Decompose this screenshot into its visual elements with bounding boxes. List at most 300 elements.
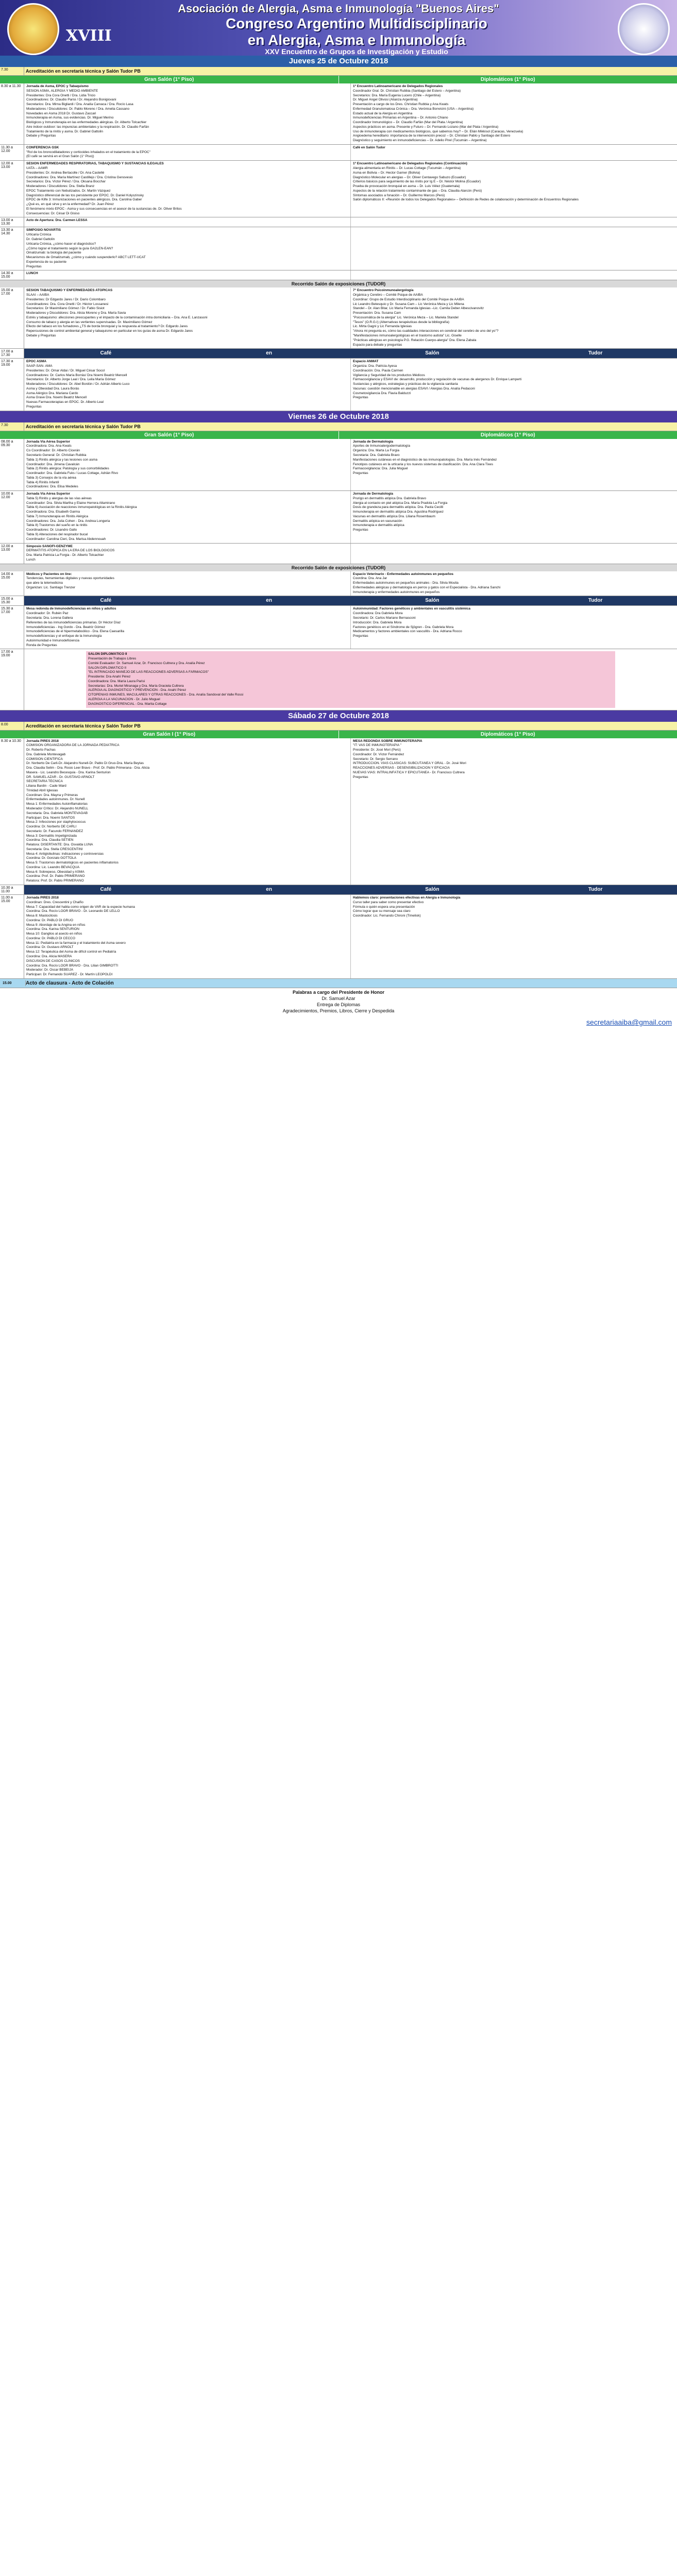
session-row: [0, 227, 677, 270]
gran-salon-line: Preguntas: [26, 404, 42, 409]
time-cell: 11.00 a 15.00: [0, 895, 24, 978]
diplomaticos-line: Salón diplomáticos II: «Reunión de todos los Delegados Regionales» – Definición de Redes de colaboración y determinación de Encuentros Regionales: [353, 198, 579, 202]
gran-salon-line: Lunch: [26, 557, 36, 562]
diplomaticos-line: Alergia al contacto en piel atópica Dra. María Pradola La Forgia: [353, 501, 448, 505]
gran-salon-column: [24, 738, 351, 885]
gran-salon-line: Efecto del tabaco en los fumadores ¿TS de borda bronquial y la respuesta al tratamiento? Dr. Edgardo Jares: [26, 325, 188, 329]
gran-salon-line: Coordinadores: Dra. María Martínez Castillejo / Dra. Cristina Genovesio: [26, 175, 133, 179]
time-cell: 08.00 a 09.30: [0, 439, 24, 490]
day-band: Sábado 27 de Octubre 2018: [0, 710, 677, 722]
diplomaticos-line: "Tesos" (O.R.G.I) (Alternativas terapéuticas desde la bibliografía): [353, 320, 450, 324]
gran-salon-line: Enfermedades autoinmunes. Dr. Nunell: [26, 798, 85, 802]
day-band: Jueves 25 de Octubre 2018: [0, 56, 677, 67]
gran-salon-line: Coordinadores: Dra. Cora Onetti / Dr. Héctor Lossanesi: [26, 302, 109, 306]
room-headers: [0, 76, 677, 83]
gran-salon-column: [24, 227, 351, 270]
room-header-right: Diplomáticos (1° Piso): [339, 731, 677, 738]
gran-salon-line: Tratamiento de la rinitis y asma. Dr. Gabriel Gattolin: [26, 129, 103, 133]
gran-salon-line: Tabla 8) Trastornos del sueño en la rinitis: [26, 523, 88, 528]
gran-salon-column: [24, 287, 351, 348]
diplomaticos-column: [351, 439, 677, 490]
contact-email[interactable]: secretariaaiba@gmail.com: [586, 1018, 672, 1027]
diplomaticos-line: Secretarios: Dra. María Eugenia Lucero (Chile – Argentina): [353, 93, 441, 97]
diplomaticos-line: Enfermedades alérgicas y dermatología en perros y gatos con el Especialista - Dra. Adriana Sanchi: [353, 585, 501, 589]
session-columns: [24, 544, 677, 564]
gran-salon-line: Secretaria: Dra. Lorena Gallera: [26, 616, 73, 620]
cafe-row: [0, 885, 677, 895]
gran-salon-line: Secretarios: Dr. Alberto Jorge Leal / Dra. Leila María Gómez: [26, 378, 116, 382]
time-cell: 17.00 a 19.00: [0, 649, 24, 709]
gran-salon-line: DISCUSIÓN DE CASOS CLÍNICOS: [26, 959, 80, 963]
gran-salon-line: Coordina: Dra. Rocío LOOR BRAVO - Dra. Lilian GIMBROTTI: [26, 963, 119, 968]
aaiba-logo: [7, 3, 59, 55]
diplomatico-line: ALERGIA AL DIAGNÓSTICO Y PREVENCIÓN - Dra. Anahí Pérez: [88, 688, 187, 692]
gran-salon-line: Diagnóstico diferencial de las tos persistente por EPOC. Dr. Daniel Kolyszinsky: [26, 193, 144, 197]
cafe-band: [24, 596, 677, 605]
time-cell: 14.30 a 15.00: [0, 270, 24, 280]
gran-salon-line: Dra. Marta Patricia La Forgia - Dr. Alberto Tolcachier: [26, 553, 104, 557]
diplomatico-line: SALÓN DIPLOMÁTICO II: [88, 666, 127, 670]
gran-salon-line: Simposio SANOFI-GENZYME: [26, 544, 73, 548]
diplomaticos-column: [351, 491, 677, 543]
diplomaticos-line: Standel – Dr. Alan Bitar, Lic María Fernanda Iglesias –Lic. Camila Deber Albescivanovitz: [353, 307, 484, 311]
gran-salon-line: Urticaria Crónica: [26, 233, 52, 237]
diplomaticos-column: [351, 161, 677, 217]
gran-salon-line: Presidentes: Dra Cora Onetti / Dra. Lidia Tricio: [26, 93, 96, 97]
cafe-band: [24, 349, 677, 358]
day-band: Viernes 26 de Octubre 2018: [0, 411, 677, 422]
gran-salon-line: Asma Grave Dra. Noemi Beatriz Mencell: [26, 396, 87, 400]
gran-salon-line: Autoinmunidad e Inmunodeficiencia: [26, 638, 79, 642]
gran-salon-line: Coordinadora: Dra. Elsabeth Garma: [26, 510, 80, 514]
diplomaticos-line: Farmacovigilancia: Dra. Julia Moguel: [353, 467, 408, 471]
time-cell: 12.00 a 13.00: [0, 544, 24, 564]
cafe-row: [0, 349, 677, 359]
gran-salon-line: Nuevas Farmacoterapias en EPOC. Dr. Alberto Leal: [26, 400, 104, 404]
diplomaticos-line: Coordinadora: Dra Gabriela Mora: [353, 612, 403, 616]
diplomaticos-line: Vigilancia y Seguridad de los productos Médicos: [353, 373, 425, 377]
session-columns: [24, 359, 677, 410]
diplomaticos-line: Dermatitis atópica en vacunación: [353, 519, 402, 523]
exhibition-band: Recorrido Salón de exposiciones (TUDOR): [0, 280, 677, 287]
gran-salon-line: LUNCH: [26, 272, 38, 276]
gran-salon-line: Asma Alérgico Dra. Mariana Cardo: [26, 391, 78, 395]
gran-salon-line: Coordinan: Dres. Crescentini y Chalño: [26, 900, 83, 904]
gran-salon-line: Coordina: Dr. Gonzalo GOTTOLA: [26, 856, 77, 860]
room-header-left: Gran Salón I (1° Piso): [0, 731, 339, 738]
accreditation-row: [0, 422, 677, 431]
gran-salon-column: [24, 606, 351, 649]
diplomaticos-line: Cómo lograr que su mensaje sea claro: [353, 909, 411, 913]
diplomaticos-line: Fármacovigilancia y ESAVI de: desarrollo, producción y regulación de vacunas de alergenos Dr. Enrique Lamperti: [353, 378, 522, 382]
gran-salon-line: Debate y Preguntas: [26, 134, 56, 138]
gran-salon-line: Dra. Claudia Selim - Dra. Rosio Leer Bravo - Prof. Dr. Pablo Primerana - Dra. Alicia: [26, 766, 150, 770]
session-columns: [24, 145, 677, 160]
diplomaticos-line: Orgánica y Cerebro – Comité Psique de AAIBA: [353, 293, 423, 297]
gran-salon-line: Tabla 9) Alteraciones del respirador bucal: [26, 533, 88, 537]
session-row: [0, 161, 677, 217]
diplomaticos-line: Preguntas: [353, 396, 368, 400]
diplomaticos-line: Estado actual de la Alergia en Argentina: [353, 111, 413, 115]
diplomaticos-line: "Ahora mi pregunta es, cómo las cualidades interacciones en cerebral del cerebro de uno del yo"?: [353, 329, 499, 333]
gran-salon-line: Coordinador: Dra. Jimena Cavalcán: [26, 462, 80, 466]
gran-salon-line: Estrés y tabaquismo: afecciones preocupantes y el impacto de la contaminación intra domiciliaria – Dra. Ana E. Lanzasoni: [26, 315, 208, 319]
cafe-row: [0, 596, 677, 606]
gran-salon-line: Dr. Gabriel Gattolin: [26, 237, 55, 241]
gran-salon-line: SESIÓN ASMA, ALERGIA Y MEDIO AMBIENTE: [26, 89, 98, 93]
gran-salon-line: SAAP-SAN- AMA: [26, 364, 53, 368]
gran-salon-line: Tabla 1) Rinitis alérgica y las lesiones con asma: [26, 457, 98, 462]
diplomaticos-line: Espacio para debate y preguntas: [353, 343, 402, 347]
gran-salon-line: Mesa 3: Dermatitis Impetiginizada: [26, 834, 77, 838]
gran-salon-line: Urticaria Crónica, ¿cómo hacer el diagnóstico?: [26, 242, 96, 246]
session-row: [0, 491, 677, 543]
diplomaticos-line: Prueba de provocación bronquial en asma – Dr. Luis Vélez (Guatemala): [353, 184, 460, 189]
gran-salon-line: Jornada de Asma, EPOC y Tabaquismo: [26, 84, 89, 88]
diplomaticos-line: Preguntas: [353, 528, 368, 532]
gran-salon-line: Acto de Apertura: Dra. Carmen LESSA: [26, 218, 88, 223]
diplomaticos-line: Hablemos claro: presentaciones efectivas en Alergia e Inmunología: [353, 896, 461, 900]
gran-salon-line: Inmunodeficiencias de el hipermetaboólico - Dra. Elena Caesarilla: [26, 630, 125, 634]
diplomaticos-line: Presentación: Dra. Susana Cam: [353, 311, 401, 315]
diplomaticos-line: Coordina: Dra. Ana Jar: [353, 577, 387, 581]
diplomaticos-line: 7° Encuentro Psicoinmunoalergología: [353, 289, 414, 293]
gran-salon-line: Relatora: Prof. Dr. Pablo PRIMERANO: [26, 879, 84, 883]
diplomaticos-line: Vacunas: cuestión mencionable en alergias ESAVI / Alergias Dra. Analía Pedaconi: [353, 386, 475, 391]
gran-salon-line: COMISIÓN ORGANIZADORA DE LA JORNADA PEDIÁTRICA: [26, 743, 120, 748]
diplomaticos-line: Café en Salón Tudor: [353, 145, 385, 149]
session-columns: [24, 571, 677, 596]
diplomaticos-line: Preguntas: [353, 634, 368, 638]
diplomaticos-line: Lic Leandro Betesquio y Dr. Susana Cam – Lic Verónica Meza y Lic Milena: [353, 302, 464, 306]
room-header-right: Diplomáticos (1° Piso): [339, 431, 677, 439]
diplomaticos-line: "IT: VAS DE INMUNOTERAPIA ": [353, 743, 402, 748]
gran-salon-line: Mesa 1: Enfermedades Autoinflamatorias: [26, 802, 88, 806]
session-row: [0, 439, 677, 491]
gran-salon-line: Mesa 12: Terapéutica del Asma de difícil control en Pediatría: [26, 950, 116, 954]
diplomaticos-line: Prurigo en dermatitis atópica Dra. Gabriela Bravo: [353, 496, 426, 500]
gran-salon-line: Liliana Bardin - Cade Ward: [26, 784, 66, 788]
gran-salon-line: Moderador: Dr. Oscar BEBEIJA: [26, 968, 74, 972]
time-cell: 13.30 a 14.30: [0, 227, 24, 270]
diplomaticos-line: Diagnóstico y seguimiento en inmunodeficiencias – Dr. Adelio Pirel (Tucumán – Argentina): [353, 139, 487, 143]
session-row: [0, 287, 677, 349]
session-row: [0, 145, 677, 161]
gran-salon-line: DR. SAMUEL AZAR - Dr. GUSTAVO ARNOLT: [26, 775, 95, 779]
time-cell: 10.30 a 11.00: [0, 885, 24, 894]
session-row: [0, 571, 677, 597]
gran-salon-line: Experiencia de su paciente: [26, 260, 67, 264]
diplomaticos-line: Criterios básicos para seguimiento de las rinitis por Ig E – Dr. Néstor Molina (Ecuador): [353, 180, 481, 184]
gran-salon-line: Moderador Crítico: Dr. Alejandro NUNELL: [26, 807, 89, 810]
gran-salon-line: Repercusiones de control ambiental general y tabaquismo en particular en los guías de asma Dr. Edgardo Jares: [26, 329, 193, 333]
time-cell: 17.00 a 17.30: [0, 349, 24, 358]
session-columns: [24, 270, 677, 280]
gran-salon-line: Coordina: Dr. Gustavo ARNOLT: [26, 945, 74, 950]
gran-salon-line: Tabla 6) Asociación de reacciones inmunopatológicas en la Rinitis Alérgica: [26, 505, 137, 510]
gran-salon-line: Moderadores y Discutidores: Dra. Alicia Moreno y Dra. María Savia: [26, 311, 126, 315]
gran-salon-line: El fenómeno mixto EPOC - Asma y sus consecuencias en el asesor de la sustancias de. Dr. Oliver Britos: [26, 207, 182, 211]
gran-salon-line: Tendencias, herramientas digitales y nuevas oportunidades: [26, 577, 114, 581]
diplomaticos-line: Diagnóstico Molecular en alergias – Dr. Oliver Centavego Sabuzo (Ecuador): [353, 175, 466, 179]
diplomatico-box: [86, 651, 615, 707]
gran-salon-line: Coordina: Dr. Norberto DE CARLI: [26, 825, 77, 829]
diplomaticos-line: MESA REDONDA SOBRE INMUNOTERAPIA: [353, 739, 422, 743]
diplomaticos-line: Coordinador Inmunológico – Dr. Claudio Farfán (Mar del Plata / Argentina): [353, 121, 463, 125]
gran-salon-line: Secretaria: Dra. Gabriela MONTEVAGAB: [26, 811, 88, 815]
diplomaticos-column: [351, 145, 677, 160]
accreditation-row: [0, 67, 677, 76]
session-row: [0, 359, 677, 411]
gran-salon-line: SESIÓN TABAQUISMO Y ENFERMEDADES ATÓPICAS: [26, 289, 113, 293]
gran-salon-line: Jornada PIRES 2018: [26, 896, 59, 900]
program-content: [0, 56, 677, 1015]
diplomatico-line: Coordinadora: Dra. María Laura Parisi: [88, 679, 145, 683]
session-row: [0, 83, 677, 145]
gran-salon-line: Coordina: Dr. PABLO DI GRUO: [26, 918, 73, 922]
diplomaticos-column: [351, 227, 677, 270]
gran-salon-column: [24, 83, 351, 144]
gran-salon-line: Consumo de tabaco y alergia en las vertientes supervisadas. Dr. Maximiliano Gómez: [26, 320, 153, 324]
gran-salon-line: Inmunodeficiencias - Ing Gordo - Dra. Beatriz Gómez: [26, 625, 106, 629]
gran-salon-line: Coordinadores: Dra. Julia Cohen - Dra. Andrea Longeria: [26, 519, 110, 523]
gran-salon-line: Coordina: Lic. Leandro BEVACQUA: [26, 865, 80, 869]
accreditation-label: Acreditación en secretaría técnica y Salón Tudor PB: [26, 69, 141, 74]
diplomaticos-line: Presentación a cargo de los Dres. Christian Rubbia y Ana Kwats: [353, 103, 449, 107]
gran-salon-line: Mesa 9: Abordaje de la Angina en niños: [26, 923, 86, 927]
room-headers: [0, 431, 677, 439]
time-cell: 8.30 a 11.30: [0, 83, 24, 144]
diplomaticos-line: "Psicosomática de la alergia" Lic. Verónica Meza – Lic. Mariela Standel: [353, 315, 459, 319]
gran-salon-line: Secretaria: Dra. Stella CRESCENTINI: [26, 847, 83, 851]
diplomaticos-column: [351, 895, 677, 978]
diplomaticos-line: NUEVAS VÍAS: INTRALINFÁTICA Y EPICUTÁNEA - Dr. Francisco Cultrera: [353, 770, 465, 774]
session-row: [0, 270, 677, 280]
cafe-word: Café: [24, 349, 188, 358]
time-cell: 15.00 a 15.30: [0, 596, 24, 605]
session-row: [0, 606, 677, 649]
session-columns: [24, 738, 677, 885]
gran-salon-line: Tabla 5) Rinitis y alergias de las vías aéreas: [26, 496, 92, 500]
gran-salon-line: Secretarios: Dr Maximiliano Gómez / Dr. Fabio Sisiot: [26, 307, 105, 311]
gran-salon-line: Mesa 10: Ganglios al asecto en niños: [26, 932, 82, 936]
diplomaticos-line: INTRODUCCIÓN. VÍAS CLÁSICAS: SUBCUTÁNEA Y ORAL - Dr. José Mori: [353, 761, 466, 766]
diplomatico-line: Presidente: Dra Anahí Pérez: [88, 675, 131, 679]
gran-salon-line: COMISIÓN CIENTÍFICA: [26, 757, 63, 761]
gran-salon-line: Secretario General: Dr. Christian Rubbia: [26, 453, 87, 457]
gran-salon-line: Mecanismos de Omalizumab, ¿cómo y cuándo suspenderlo? ABCT LETT-UCAT: [26, 256, 146, 260]
diplomaticos-line: Factores genéticos en el Síndrome de Sjögren - Dra. Gabriela Mora: [353, 625, 454, 629]
organization-name: Asociación de Alergia, Asma e Inmunología "Buenos Aires": [178, 2, 499, 15]
closing-line: Entrega de Diplomas: [316, 1002, 361, 1008]
cafe-word: Salón: [351, 885, 514, 894]
gran-salon-line: Mesa redonda de Inmunodeficiencias en niños y adultos: [26, 607, 116, 611]
diplomaticos-column: [351, 606, 677, 649]
gran-salon-line: SESIÓN ENFERMEDADES RESPIRATORIAS, TABAQUISMO Y SUSTANCIAS ILEGALES: [26, 162, 164, 166]
gran-salon-line: Referentes de las inmunodeficiencias primarias. Dr Héctor Díaz: [26, 620, 121, 624]
gran-salon-line: Asma y Obesidad Dra. Laura Borás: [26, 386, 79, 391]
gran-salon-line: Participan: Dr. Fernando SUÁREZ - Dr. Martín LEOPOLDI: [26, 973, 113, 977]
gran-salon-line: Tabla 2) Rinitis alérgica: Patología y sus comorbilidades: [26, 467, 109, 471]
gran-salon-line: Coordina: Dra. Claudia SETIEN: [26, 838, 74, 842]
gran-salon-line: Coordinadores: Dr. Lisandro Gallo: [26, 528, 77, 532]
session-row: [0, 895, 677, 979]
gran-salon-line: Tabla 7) Inmunoterapia en Rinitis Alérgica: [26, 514, 88, 518]
diplomatico-line: Presentación de Trabajos Libres: [88, 657, 137, 661]
diplomaticos-line: Presidente: Dr. José Mori (Perú): [353, 748, 401, 752]
diplomaticos-line: Coordinador Gral. Dr. Christian Rubbia (Santiago del Estero – Argentina): [353, 89, 461, 93]
time-cell: 8.00: [0, 722, 24, 730]
room-header-right: Diplomáticos (1° Piso): [339, 76, 677, 83]
time-cell: 7.30: [0, 422, 24, 431]
gran-salon-line: Moderadores / Discutidores: Dr. Abel Bordón / Dr. Adrián Alberto Luco: [26, 382, 130, 386]
diplomaticos-line: Dr. Miguel Ángel Olivosi (Alianza Argentina): [353, 98, 418, 102]
gran-salon-line: Mesa 4: Antiglobulinas: indicaciones y controversias: [26, 852, 104, 856]
gran-salon-line: Mesa 11: Pediatría en la farmacia y el tratamiento del Asma severo: [26, 941, 126, 945]
gran-salon-line: Coordinadores: Dr. Claudio Parisi / Dr. Alejandro Bonigiovani: [26, 98, 116, 102]
time-cell: 7.30: [0, 67, 24, 75]
gran-salon-line: SIMPOSIO NOVARTIS: [26, 228, 61, 232]
accreditation-label: Acreditación en secretaría técnica y Salón Tudor PB: [26, 723, 141, 728]
gran-salon-line: Organizan: Lic. Santiago Trenzer: [26, 585, 76, 589]
session-columns: [24, 895, 677, 978]
diplomaticos-line: Introducción: Dra. Gabriela Mora: [353, 620, 402, 624]
gran-salon-line: Jornada Vía Aérea Superior: [26, 439, 71, 444]
gran-salon-line: Novedades en Asma 2018 Dr. Gustavo Zaccari: [26, 111, 96, 115]
time-cell: 17.30 a 19.00: [0, 359, 24, 410]
gran-salon-column: [24, 544, 351, 564]
diplomaticos-line: Vacunas en dermatitis atópica Dra. Liliana Rosembaum: [353, 514, 435, 518]
cafe-word: Café: [24, 885, 188, 894]
session-columns: [24, 287, 677, 348]
diplomaticos-column: [351, 217, 677, 227]
congress-subtitle: XXV Encuentro de Grupos de Investigación y Estudio: [265, 47, 448, 56]
diplomaticos-line: Enfermedad Granulomatosa Crónica – Dra. Verónica Bonvicini (USA – Argentina): [353, 107, 474, 111]
exhibition-band: Recorrido Salón de exposiciones (TUDOR): [0, 564, 677, 571]
gran-salon-column: [24, 359, 351, 410]
gran-salon-column: [24, 439, 351, 490]
diplomaticos-line: Medicamentos y factores ambientales con vasculitis - Dra. Adriana Rocco: [353, 630, 462, 634]
gran-salon-line: Presidentes: Dr Edgardo Jares / Dr. Darío Colombaro: [26, 297, 106, 301]
room-header-left: Gran Salón (1° Piso): [0, 431, 339, 439]
gran-salon-line: Coordinadora: Dra. Ana Kwats: [26, 444, 72, 448]
closing-label: Acto de clausura - Acto de Colación: [26, 980, 114, 986]
gran-salon-column: [24, 491, 351, 543]
gran-salon-line: SLAAI – AAIBA: [26, 293, 49, 297]
congress-title-2: en Alergia, Asma e Inmunología: [247, 32, 466, 48]
cafe-band: [24, 885, 677, 894]
time-cell: 8.30 a 10.30: [0, 738, 24, 885]
gran-salon-column: [24, 571, 351, 596]
time-cell: 15.30 a 17.00: [0, 606, 24, 649]
gran-salon-line: Coordinador: Dra. Gabriela Fuks / Lucas Cottage, Adrián Rivo: [26, 471, 119, 476]
time-cell: 10.00 a 12.00: [0, 491, 24, 543]
gran-salon-line: Coordinador: Carolina Cieri, Dra. Marisa Abdennouah: [26, 537, 106, 541]
gran-salon-line: Masera - Lic. Leandro Becesquia - Dra. Karina Senturion: [26, 770, 111, 774]
diplomaticos-line: 1º Encuentro Latinoamericano de Delegados Regionales (Continuación): [353, 162, 467, 166]
gran-salon-line: Inmunodeficiencias y el enfoque de la Inmunología: [26, 634, 102, 638]
gran-salon-line: Coordina: Dr. PABLO DI CECCO: [26, 936, 75, 940]
diplomaticos-column: [351, 83, 677, 144]
gran-salon-column: [24, 217, 351, 227]
diplomatico-line: CITOPENIAS INMUNES, MACULARES Y OTRAS REACCIONES - Dra. Analía Sandoval del Valle Rossi: [88, 693, 244, 697]
cafe-word: Salón: [351, 349, 514, 358]
diplomatico-line: Comité Evaluador: Dr. Samuel Azar, Dr. Francisco Cultrera y Dra. Analía Pérez: [88, 661, 205, 665]
diplomaticos-line: Dosis de grandeza para dermatitis atópica. Dra. Paola Cecilli: [353, 505, 444, 510]
gran-salon-column: [24, 161, 351, 217]
diplomaticos-line: Cosmetovigilancia Dra. Flavia Balduzzi: [353, 391, 411, 395]
session-columns: [24, 227, 677, 270]
gran-salon-line: Moderadores / Discutidores: Dra. Stella Branz: [26, 184, 95, 189]
diplomaticos-line: Coordinador: Dr. Víctor Fernández: [353, 752, 404, 756]
session-row: [0, 217, 677, 227]
gran-salon-line: Coordina: Prof. Dr. Pablo PRIMERANO: [26, 874, 85, 878]
diplomaticos-line: Manifestaciones cutáneas en el diagnóstico de las inmunopatologías. Dra. María Inés Fernández: [353, 457, 497, 462]
time-cell: 12.00 a 13.00: [0, 161, 24, 217]
diplomaticos-line: Preguntas: [353, 471, 368, 476]
gran-salon-line: EPOC de Kilfe 3: Inmunizaciones en pacientes alérgicos. Dra. Carolina Gaber: [26, 198, 142, 202]
diplomaticos-line: Secretario: Dr. Sergio Serrano: [353, 757, 398, 761]
diplomaticos-line: Aspectos de la relación tratamiento contaminante de gas – Dra. Claudia Alarcón (Perú): [353, 189, 482, 193]
congress-title-1: Congreso Argentino Multidisciplinario: [226, 15, 487, 31]
gran-salon-line: Preguntas: [26, 264, 42, 268]
diplomatico-line: "EL INTRINCADO MANEJO DE LAS REACCIONES ADVERSAS A FÁRMACOS": [88, 670, 209, 674]
session-columns: [24, 491, 677, 543]
diplomaticos-line: "Prácticas alérgicas en psicología P.G. Relación Cuerpo-alergia" Dra. Elena Zabala: [353, 338, 477, 342]
gran-salon-line: Presidentes: Dr. Andrea Bertacolle / Dr. Ana Castellé: [26, 171, 105, 175]
gran-salon-line: que abre la telemedicina: [26, 581, 63, 585]
gran-salon-line: EPOC Tratamiento con Nebulizados. Dr. Martín Vázquez: [26, 189, 111, 193]
diplomaticos-line: Inmunodeficiencias Primarias en Argentina – Dr. Antonio Chiano: [353, 116, 448, 120]
diplomaticos-line: Organiza: Dra. Marta La Forgia: [353, 449, 399, 453]
gran-salon-line: Dr. Roberto Pachas: [26, 748, 56, 752]
gran-salon-line: ¿Cómo lograr el tratamiento según la guía GA2LEN-EAN?: [26, 246, 113, 250]
gran-salon-line: Secretarios: Dra. Mirna Bigliardi / Dra. Analía Carvaca / Dra. Rocío Lasa: [26, 103, 133, 107]
cafe-word: en: [188, 596, 351, 605]
gran-salon-line: "Rol de los broncodilatadores y corticoides inhalados en el tratamiento de la EPOC": [26, 150, 150, 154]
closing-line: Agradecimientos, Premios, Libros, Cierre y Despedida: [282, 1008, 395, 1014]
gran-salon-line: Secretario: Dr. Facundo FERNÁNDEZ: [26, 829, 83, 833]
gran-salon-line: Inmunoterapia en Asma, sus evidencias. Dr. Miguel Merino: [26, 116, 114, 120]
diplomaticos-line: Aportes de Inmunoalergodermatología: [353, 444, 410, 448]
gran-salon-line: Dr. Norberto De Carli-Dr. Alejandro Nunell-Dr. Pablo Di Gruo-Dra. María Beytas: [26, 761, 144, 766]
gran-salon-line: Jornada PIRES 2018: [26, 739, 59, 743]
diplomaticos-line: Espacio ANMAT: [353, 360, 379, 364]
gran-salon-line: Participan: Dra. Noemí SANTOS: [26, 816, 75, 820]
cafe-word: en: [188, 885, 351, 894]
diplomaticos-column: [351, 270, 677, 280]
gran-salon-line: Omalizumab: la biología del paciente: [26, 251, 81, 255]
room-headers: [0, 731, 677, 738]
gran-salon-line: Mesa 6: Sobrepeso, Obesidad y ASMA: [26, 870, 84, 874]
gran-salon-line: Tabla 4) Rinitis Infantil: [26, 480, 59, 484]
gran-salon-line: Mesa 8: Mastocitosis: [26, 914, 58, 918]
gran-salon-line: Relatora: DISERTANTE: Dra. Osvalda LUNA: [26, 843, 93, 847]
anniversary-logo: [618, 3, 670, 55]
gran-salon-line: Dra. Gabriela Montevagab: [26, 752, 66, 756]
diplomaticos-line: Asma en Bolivia – Dr. Hector Garner (Bolivia): [353, 171, 420, 175]
diplomaticos-line: Secretaria: Dra. Gabriela Bravo: [353, 453, 400, 457]
diplomaticos-line: Coordinar: Grupo de Estudio Interdisciplinario del Comité Psique de AAIBA: [353, 297, 464, 301]
gran-salon-line: Trinidad Abril Iglesias: [26, 788, 58, 792]
gran-salon-line: Coordinadores: Dra. Elisa Medeles: [26, 485, 78, 489]
gran-salon-line: Ronda de Preguntas: [26, 643, 57, 647]
gran-salon-line: Mesa 7: Capacidad del habla como origen de VAR de la especie humana: [26, 905, 135, 909]
cafe-word: Tudor: [514, 349, 677, 358]
gran-salon-line: Presidentes: Dr. Omar Aldai / Dr. Miguel César Socol: [26, 368, 105, 372]
gran-salon-line: ¿Qué es, en qué sirve y en la enfermedad? Dr. Juan Pérez: [26, 202, 114, 207]
closing-row: [0, 979, 677, 988]
